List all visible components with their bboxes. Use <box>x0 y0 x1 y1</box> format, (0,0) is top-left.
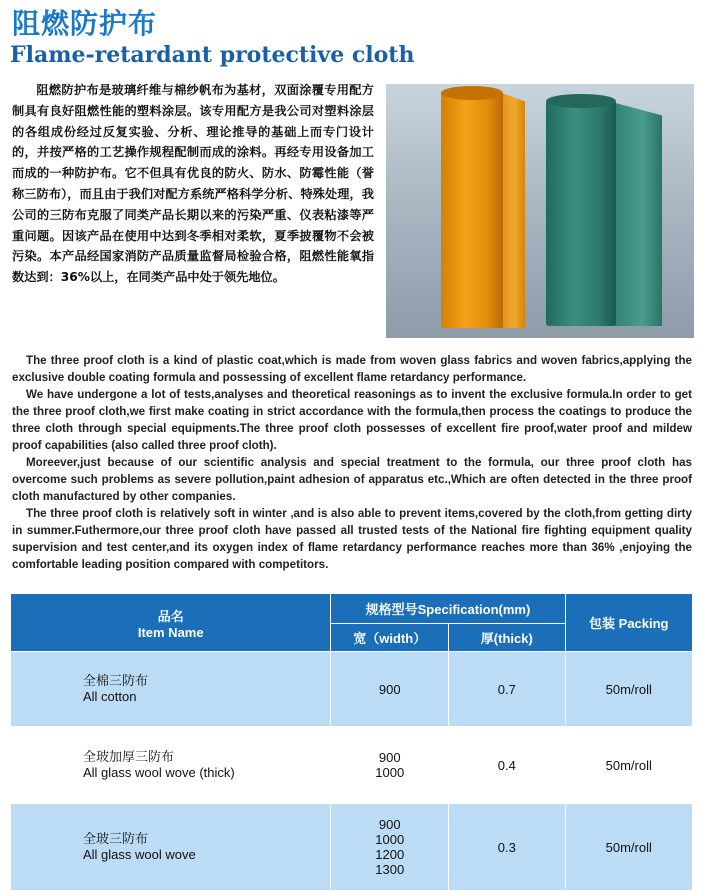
width-value: 900 <box>378 750 401 765</box>
table-row <box>11 804 693 891</box>
intro-en-paragraph-1: The three proof cloth is a kind of plastic coat,which is made from woven glass fabrics and woven fabrics,applying the exclusive double coating formula and possessing of excellent flame retardancy performance. <box>12 354 692 384</box>
header-item-name <box>11 594 331 652</box>
table-row <box>11 652 693 727</box>
intro-en-text <box>12 352 692 573</box>
page-title-cn: 阻燃防护布 <box>12 7 158 40</box>
width-cell <box>331 804 449 891</box>
specification-table <box>10 593 693 891</box>
green-cloth-roll <box>546 100 616 326</box>
item-name-cn: 全玻加厚三防布 <box>83 749 175 764</box>
thick-cell: 0.3 <box>449 804 565 891</box>
table-row <box>11 727 693 804</box>
header-item-en: Item Name <box>137 624 204 640</box>
item-name-cn: 全玻三防布 <box>83 831 149 846</box>
intro-cn-paragraph: 阻燃防护布是玻璃纤维与棉纱帆布为基材，双面涂覆专用配方制具有良好阻燃性能的塑料涂层。该专用配方是我公司对塑料涂层的各组成份经过反复实验、分析、理论推导的基础上而专门设计的，并按严格的工艺操作规程配制而成的涂料。再经专用设备加工而成的一种防护布。它不但具有优良的防火、防水、防霉性能（誉称三防布），而且由于我们对配方系统严格科学分析、特殊处理，我公司的三防布克服了同类产品长期以来的污染严重、仪表粘漆等严重问题。因该产品在使用中达到冬季相对柔软，夏季披覆物不会被污染。本产品经国家消防产品质量监督局检验合格，阻燃性能氧指数达到：36%以上，在同类产品中处于领先地位。 <box>12 83 374 285</box>
width-value: 1200 <box>375 847 405 862</box>
width-value: 900 <box>378 817 401 832</box>
intro-en-paragraph-3: Moreever,just because of our scientific analysis and special treatment to the formula, our three proof cloth has overcome such problems as severe pollution,paint adhesion of apparatus etc.,Which are often detected in the three proof cloth manufactured by other companies. <box>12 456 692 503</box>
width-value: 1300 <box>375 862 405 877</box>
item-name-cn: 全棉三防布 <box>83 673 149 688</box>
width-value: 1000 <box>375 832 405 847</box>
intro-en-paragraph-2: We have undergone a lot of tests,analyses and theoretical reasonings as to invent the exclusive formula.In order to get the three proof cloth,we first make coating in strict accordance with the formula,then process the coatings to produce the three cloth through special equipments.The three proof cloth possesses of excellent fire proof,water proof and mildew proof capabilities (also called three proof cloth). <box>12 388 692 452</box>
product-photo <box>386 84 694 338</box>
item-name-cell <box>11 652 331 727</box>
thick-cell: 0.7 <box>449 652 565 727</box>
packing-cell: 50m/roll <box>565 727 692 804</box>
item-name-en: All glass wool wove (thick) <box>83 765 235 780</box>
orange-cloth-roll <box>441 92 503 328</box>
packing-cell: 50m/roll <box>565 652 692 727</box>
width-value: 900 <box>378 681 401 697</box>
intro-en-paragraph-4: The three proof cloth is relatively soft in winter ,and is also able to prevent items,covered by the cloth,from getting dirty in summer.Futhermore,our three proof cloth have passed all trusted tests of the National fire fighting equipment quality supervision and test center,and its oxygen index of flame retardancy performance reaches more than 36% ,enjoying the comfortable leading position compared with competitors. <box>12 507 692 571</box>
width-cell <box>331 727 449 804</box>
width-cell <box>331 652 449 727</box>
width-value: 1000 <box>375 765 405 780</box>
orange-roll-top <box>441 86 503 100</box>
page-title-en: Flame-retardant protective cloth <box>10 42 415 68</box>
header-thick: 厚(thick) <box>449 624 565 652</box>
item-name-en: All cotton <box>83 689 137 704</box>
item-name-cell <box>11 804 331 891</box>
header-item-cn: 品名 <box>157 608 184 624</box>
header-specification: 规格型号Specification(mm) <box>331 594 565 624</box>
thick-cell: 0.4 <box>449 727 565 804</box>
green-roll-top <box>546 94 616 108</box>
green-cloth-sheet <box>612 102 662 326</box>
item-name-en: All glass wool wove <box>83 847 196 862</box>
header-width: 宽（width） <box>331 624 449 652</box>
item-name-cell <box>11 727 331 804</box>
header-packing: 包装 Packing <box>565 594 692 652</box>
intro-cn-text <box>12 80 374 288</box>
packing-cell: 50m/roll <box>565 804 692 891</box>
